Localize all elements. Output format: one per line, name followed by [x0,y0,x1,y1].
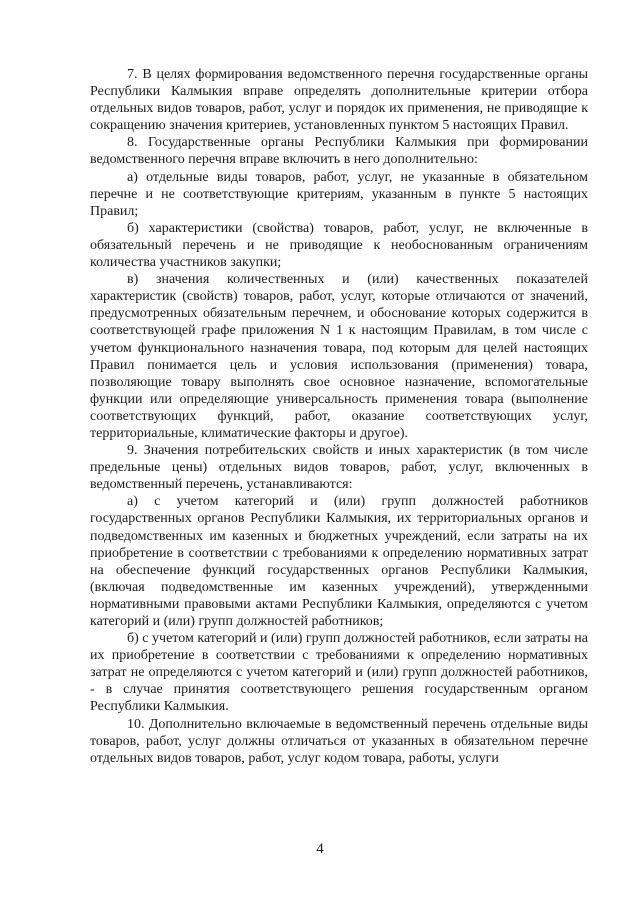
paragraph-10: 10. Дополнительно включаемые в ведомственный перечень отдельные виды товаров, работ, услуг должны отличаться от указанных в обязательном перечне отдельных видов товаров, работ, услуг кодом товара, работы, услуги [90,716,588,766]
paragraph-8b: б) характеристики (свойства) товаров, работ, услуг, не включенные в обязательный перечень и не приводящие к необоснованным ограничениям количества участников закупки; [90,220,588,271]
paragraph-8: 8. Государственные органы Республики Калмыкия при формировании ведомственного перечня вправе включить в него дополнительно: [90,135,588,168]
paragraph-9b: б) с учетом категорий и (или) групп должностей работников, если затраты на их приобретение в соответствии с требованиями к определению нормативных затрат не определяются с учетом категорий и (или) групп должностей работников, - в случае принятия соответствующего решения государственным органом Республики Калмыкия. [90,631,588,715]
paragraph-8v: в) значения количественных и (или) качественных показателей характеристик (свойств) товаров, работ, услуг, которые отличаются от значений, предусмотренных обязательным перечнем, и обоснование которых содержится в соответствующей графе приложения N 1 к настоящим Правилам, в том числе с учетом функционального назначения товара, под которым для целей настоящих Правил понимается цель и условия использования (применения) товара, позволяющие товару выполнять свое основное назначение, вспомогательные функции или определяющие универсальность применения товара (выполнение соответствующих функций, работ, оказание соответствующих услуг, территориальные, климатические факторы и другое). [90,272,588,441]
paragraph-8a: а) отдельные виды товаров, работ, услуг, не указанные в обязательном перечне и не соответствующие критериям, указанным в пункте 5 настоящих Правил; [90,169,588,219]
paragraph-9a: а) с учетом категорий и (или) групп должностей работников государственных органов Республики Калмыкия, их территориальных органов и подведомственных им казенных и бюджетных учреждений, если затраты на их приобретение в соответствии с требованиями к определению нормативных затрат на обеспечение функций государственных органов Республики Калмыкия, (включая подведомственные им казенных учреждений), утвержденными нормативными правовыми актами Республики Калмыкия, определяются с учетом категорий и (или) групп должностей работников; [90,494,588,629]
page-number: 4 [316,841,324,857]
document-body [90,66,588,767]
paragraph-9: 9. Значения потребительских свойств и иных характеристик (в том числе предельные цены) отдельных видов товаров, работ, услуг, включенных в ведомственный перечень, устанавливаются: [90,443,588,493]
paragraph-7: 7. В целях формирования ведомственного перечня государственные органы Республики Калмыкия вправе определять дополнительные критерии отбора отдельных видов товаров, работ, услуг и порядок их применения, не приводящие к сокращению значения критериев, установленных пунктом 5 настоящих Правил. [90,67,588,134]
